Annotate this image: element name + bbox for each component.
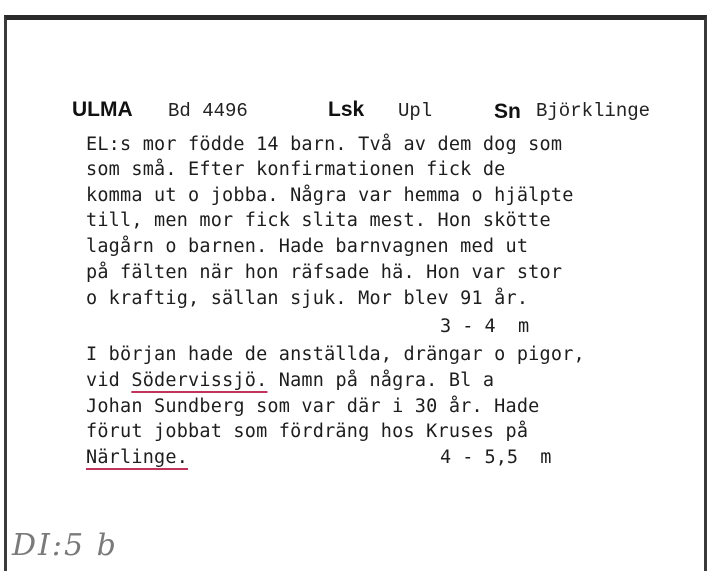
sn-value: Björklinge [536, 100, 651, 122]
handwritten-signature: DI:5 b [12, 528, 118, 563]
text-line: EL:s mor födde 14 barn. Två av dem dog som [86, 134, 563, 155]
text-line [86, 370, 494, 391]
text-line: till, men mor fick slita mest. Hon skötte [86, 210, 551, 231]
measurement-mark-2: 4 - 5,5 m [440, 447, 552, 468]
parish-label: Lsk [328, 98, 365, 121]
text-line: förut jobbat som fördräng hos Kruses på [86, 421, 529, 442]
text-segment: vid [86, 370, 132, 391]
place-name-underlined: Närlinge. [86, 447, 189, 468]
text-segment: Namn på några. Bl a [267, 370, 495, 391]
text-line: komma ut o jobba. Några var hemma o hjälpte [86, 185, 574, 206]
parish-value: Upl [398, 100, 433, 122]
place-name-underlined: Södervissjö. [131, 370, 268, 391]
text-line [86, 447, 188, 468]
measurement-mark-1: 3 - 4 m [440, 316, 530, 337]
text-line: Johan Sundberg som var där i 30 år. Hade [86, 396, 540, 417]
archive-value: Bd 4496 [168, 100, 248, 122]
card-header [0, 96, 713, 126]
sn-label: Sn [494, 100, 521, 123]
archive-label: ULMA [72, 98, 133, 121]
text-line: I början hade de anställda, drängar o pigor, [86, 344, 585, 365]
text-line: o kraftig, sällan sjuk. Mor blev 91 år. [86, 288, 529, 309]
text-line: som små. Efter konfirmationen fick de [86, 159, 506, 180]
text-line: på fälten när hon räfsade hä. Hon var stor [86, 262, 563, 283]
text-line: lagårn o barnen. Hade barnvagnen med ut [86, 236, 529, 257]
